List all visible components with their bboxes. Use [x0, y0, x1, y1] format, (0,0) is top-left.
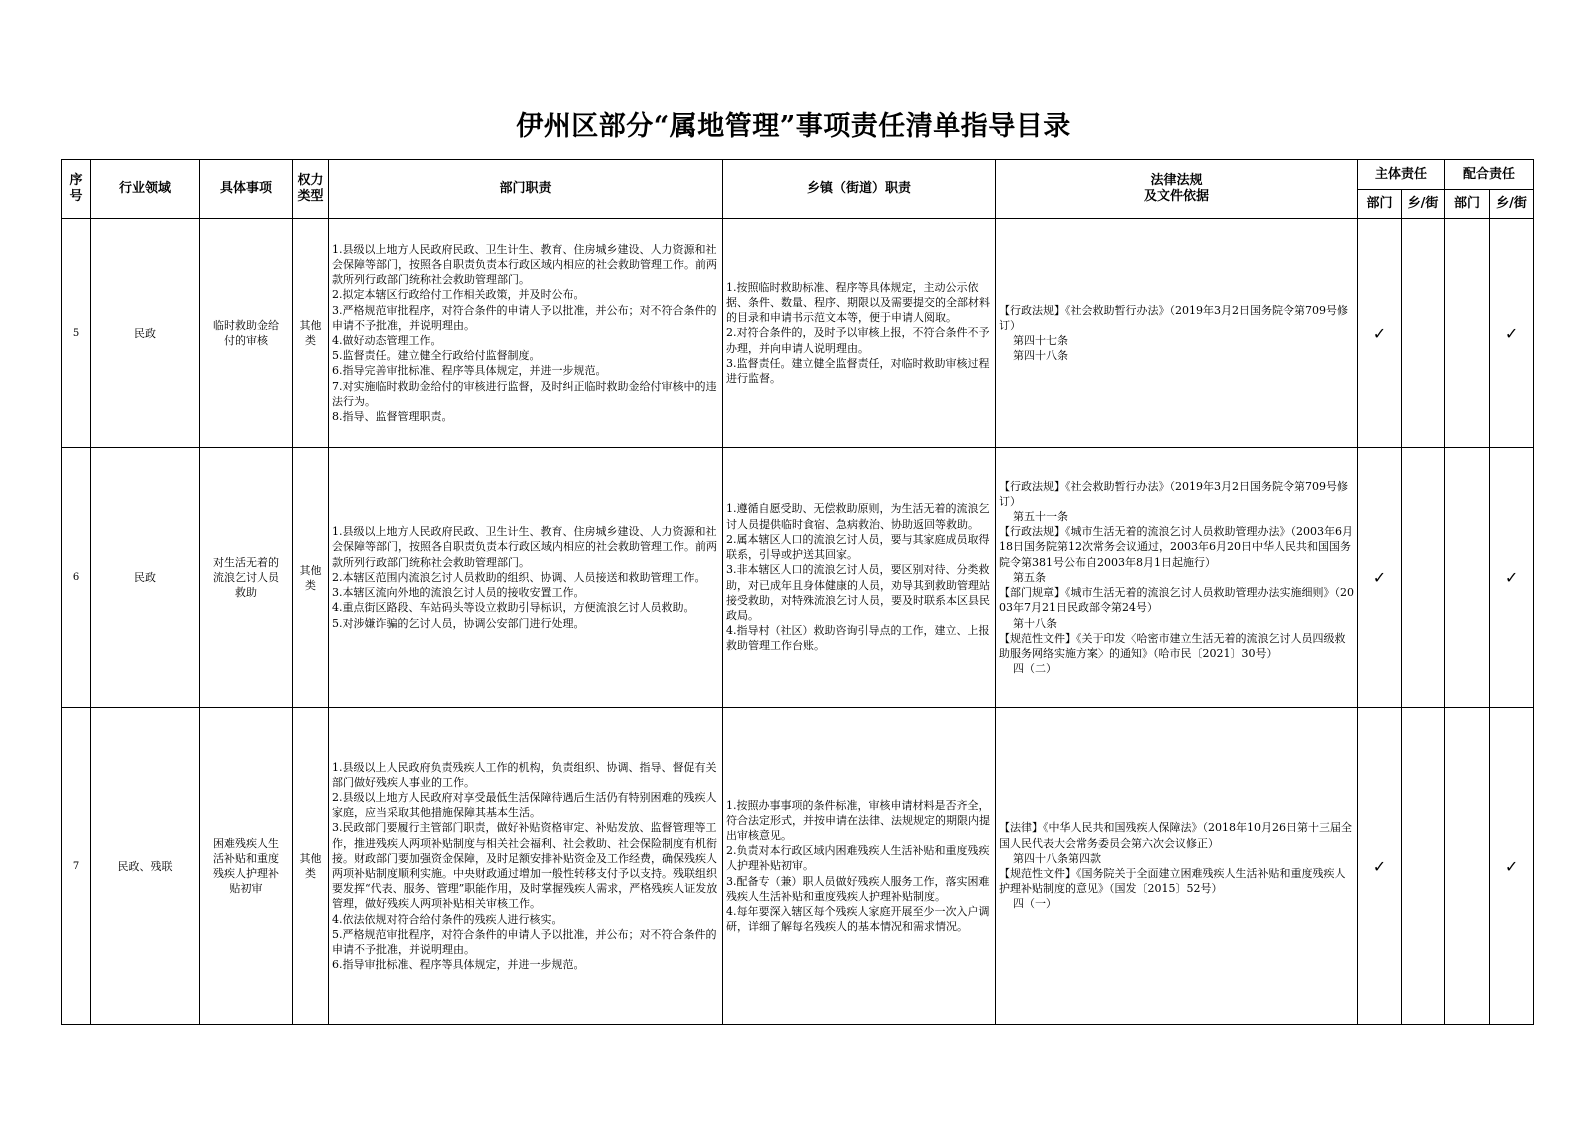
row-field: 民政: [91, 448, 200, 708]
row-item: 临时救助金给付的审核: [200, 219, 293, 448]
header-main-resp: 主体责任: [1358, 160, 1445, 190]
header-seq: 序号: [62, 160, 91, 219]
header-dept-duty: 部门职责: [329, 160, 723, 219]
header-coop-dept: 部门: [1445, 190, 1490, 219]
row-seq: 6: [62, 448, 91, 708]
row-dept-duty: 1.县级以上人民政府负责残疾人工作的机构，负责组织、协调、指导、督促有关部门做好残疾人事业的工作。 2.县级以上地方人民政府对享受最低生活保障待遇后生活仍有特别困难的残疾人家庭，应当采取其他措施保障其基本生活。 3.民政部门要履行主管部门职责，做好补贴资格审定、补贴发放、监督管理等工作，推进残疾人两项补贴制度与相关社会福利、社会救助、社会保险制度有机衔接。财政部门要加强资金保障，及时足额安排补贴资金及工作经费，确保残疾人两项补贴制度顺利实施。中央财政通过增加一般性转移支付予以支持。残联组织要发挥“代表、服务、管理”职能作用，及时掌握残疾人需求，严格残疾人证发放管理，做好残疾人两项补贴相关审核工作。 4.依法依规对符合给付条件的残疾人进行核实。 5.严格规范审批程序，对符合条件的申请人予以批准，并公布；对不符合条件的申请不予批准，并说明理由。 6.指导审批标准、程序等具体规定，并进一步规范。: [329, 708, 723, 1025]
row-coop-town-check: ✓: [1490, 219, 1534, 448]
header-town-duty: 乡镇（街道）职责: [723, 160, 996, 219]
row-item: 困难残疾人生活补贴和重度残疾人护理补贴初审: [200, 708, 293, 1025]
row-coop-dept-check: [1445, 448, 1490, 708]
row-seq: 5: [62, 219, 91, 448]
header-power-type: 权力类型: [293, 160, 329, 219]
row-main-dept-check: ✓: [1358, 708, 1402, 1025]
row-main-dept-check: ✓: [1358, 219, 1402, 448]
header-law: 法律法规 及文件依据: [996, 160, 1358, 219]
responsibility-table: [61, 159, 1534, 1025]
row-main-dept-check: ✓: [1358, 448, 1402, 708]
row-coop-dept-check: [1445, 708, 1490, 1025]
row-dept-duty: 1.县级以上地方人民政府民政、卫生计生、教育、住房城乡建设、人力资源和社会保障等部门，按照各自职责负责本行政区域内相应的社会救助管理工作。前两款所列行政部门统称社会救助管理部门。 2.拟定本辖区行政给付工作相关政策，并及时公布。 3.严格规范审批程序，对符合条件的申请人予以批准，并公布；对不符合条件的申请不予批准，并说明理由。 4.做好动态管理工作。 5.监督责任。建立健全行政给付监督制度。 6.指导完善审批标准、程序等具体规定，并进一步规范。 7.对实施临时救助金给付的审核进行监督，及时纠正临时救助金给付审核中的违法行为。 8.指导、监督管理职责。: [329, 219, 723, 448]
row-power-type: 其他类: [293, 448, 329, 708]
row-main-town-check: [1402, 219, 1445, 448]
row-power-type: 其他类: [293, 708, 329, 1025]
row-town-duty: 1.按照临时救助标准、程序等具体规定，主动公示依据、条件、数量、程序、期限以及需要提交的全部材料的目录和申请书示范文本等，便于申请人阅取。 2.对符合条件的，及时予以审核上报，不符合条件不予办理，并向申请人说明理由。 3.监督责任。建立健全监督责任，对临时救助审核过程进行监督。: [723, 219, 996, 448]
header-item: 具体事项: [200, 160, 293, 219]
row-law: 【法律】《中华人民共和国残疾人保障法》（2018年10月26日第十三届全国人民代表大会常务委员会第六次会议修正） 第四十八条第四款 【规范性文件】《国务院关于全面建立困难残疾人生活补贴和重度残疾人护理补贴制度的意见》（国发〔2015〕52号） 四（一）: [996, 708, 1358, 1025]
row-dept-duty: 1.县级以上地方人民政府民政、卫生计生、教育、住房城乡建设、人力资源和社会保障等部门，按照各自职责负责本行政区域内相应的社会救助管理工作。前两款所列行政部门统称社会救助管理部门。 2.本辖区范围内流浪乞讨人员救助的组织、协调、人员接送和救助管理工作。 3.本辖区流向外地的流浪乞讨人员的接收安置工作。 4.重点街区路段、车站码头等设立救助引导标识，方便流浪乞讨人员救助。 5.对涉嫌诈骗的乞讨人员，协调公安部门进行处理。: [329, 448, 723, 708]
header-coop-town: 乡/街: [1490, 190, 1534, 219]
table-row: [62, 219, 1534, 448]
header-coop-resp: 配合责任: [1445, 160, 1534, 190]
row-main-town-check: [1402, 708, 1445, 1025]
row-law: 【行政法规】《社会救助暂行办法》（2019年3月2日国务院令第709号修订） 第五十一条 【行政法规】《城市生活无着的流浪乞讨人员救助管理办法》（2003年6月18日国务院第12次常务会议通过，2003年6月20日中华人民共和国国务院令第381号公布自2003年8月1日起施行） 第五条 【部门规章】《城市生活无着的流浪乞讨人员救助管理办法实施细则》（2003年7月21日民政部令第24号） 第十八条 【规范性文件】《关于印发〈哈密市建立生活无着的流浪乞讨人员四级救助服务网络实施方案〉的通知》（哈市民〔2021〕30号） 四（二）: [996, 448, 1358, 708]
table-row: [62, 708, 1534, 1025]
row-item: 对生活无着的流浪乞讨人员救助: [200, 448, 293, 708]
page-title: 伊州区部分“属地管理”事项责任清单指导目录: [516, 111, 1071, 142]
row-coop-dept-check: [1445, 219, 1490, 448]
header-field: 行业领域: [91, 160, 200, 219]
header-main-dept: 部门: [1358, 190, 1402, 219]
row-field: 民政: [91, 219, 200, 448]
header-main-town: 乡/街: [1402, 190, 1445, 219]
row-field: 民政、残联: [91, 708, 200, 1025]
row-coop-town-check: ✓: [1490, 448, 1534, 708]
row-main-town-check: [1402, 448, 1445, 708]
row-law: 【行政法规】《社会救助暂行办法》（2019年3月2日国务院令第709号修订） 第四十七条 第四十八条: [996, 219, 1358, 448]
row-seq: 7: [62, 708, 91, 1025]
row-town-duty: 1.按照办事事项的条件标准，审核申请材料是否齐全，符合法定形式，并按申请在法律、法规规定的期限内提出审核意见。 2.负责对本行政区域内困难残疾人生活补贴和重度残疾人护理补贴初审。 3.配备专（兼）职人员做好残疾人服务工作，落实困难残疾人生活补贴和重度残疾人护理补贴制度。 4.每年要深入辖区每个残疾人家庭开展至少一次入户调研，详细了解每名残疾人的基本情况和需求情况。: [723, 708, 996, 1025]
row-power-type: 其他类: [293, 219, 329, 448]
row-town-duty: 1.遵循自愿受助、无偿救助原则，为生活无着的流浪乞讨人员提供临时食宿、急病救治、协助返回等救助。 2.属本辖区人口的流浪乞讨人员，要与其家庭成员取得联系，引导或护送其回家。 3.非本辖区人口的流浪乞讨人员，要区别对待、分类救助，对已成年且身体健康的人员，劝导其到救助管理站接受救助，对特殊流浪乞讨人员，要及时联系本区县民政局。 4.指导村（社区）救助咨询引导点的工作，建立、上报救助管理工作台账。: [723, 448, 996, 708]
row-coop-town-check: ✓: [1490, 708, 1534, 1025]
table-row: [62, 448, 1534, 708]
